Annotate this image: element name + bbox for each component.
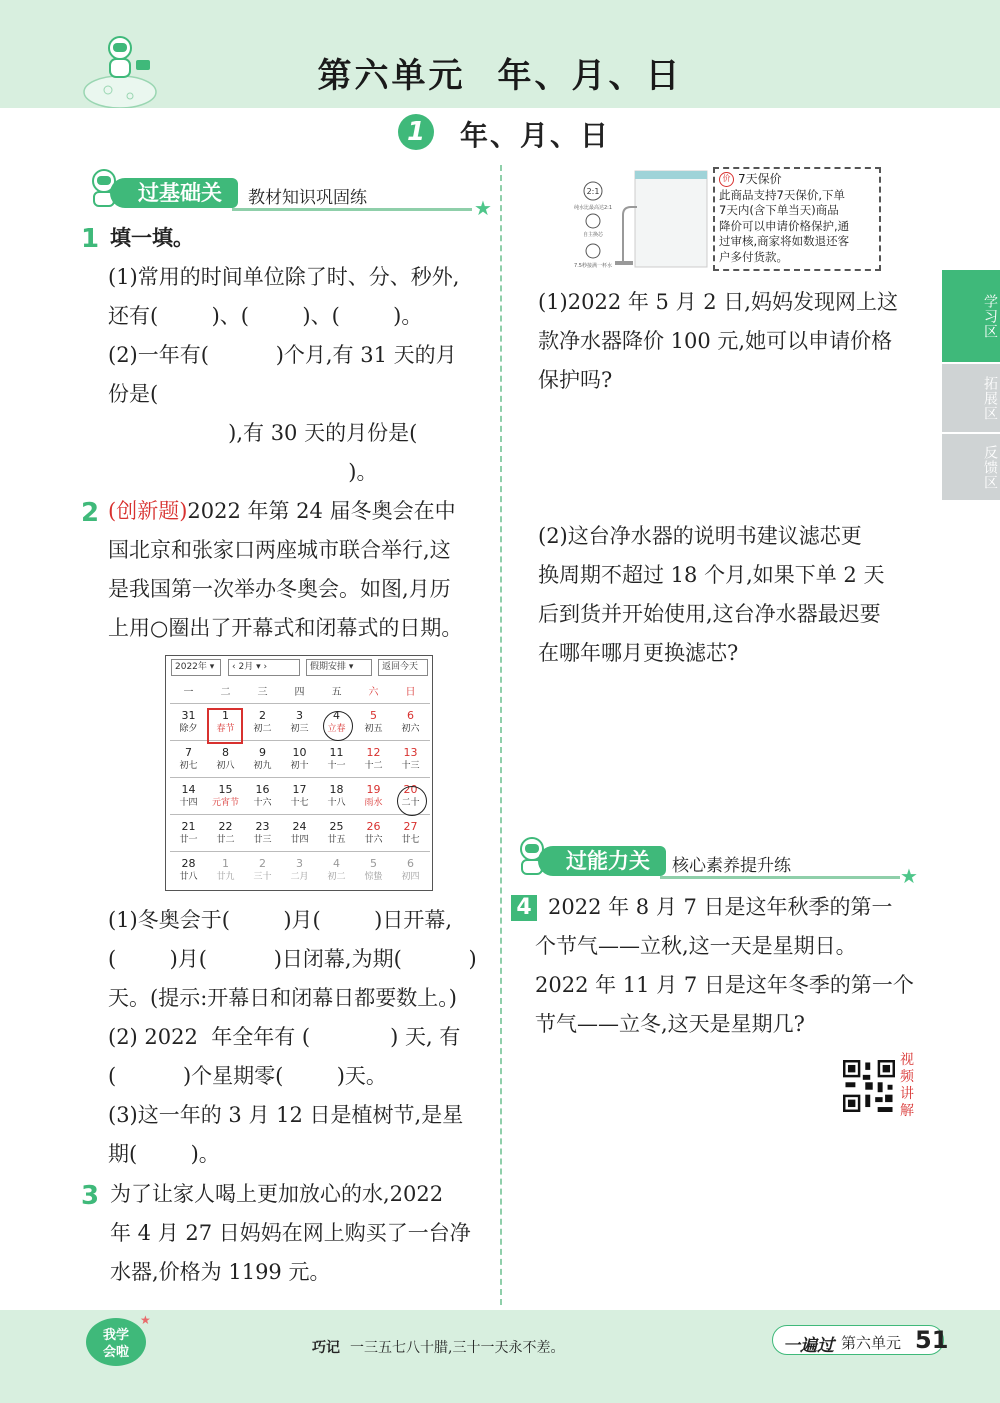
promo-line: 户多付货款。 xyxy=(719,249,788,264)
lunar-label: 元宵节 xyxy=(211,798,239,808)
calendar-day-cell[interactable] xyxy=(207,779,244,816)
unit-title xyxy=(0,48,1000,97)
day-number: 19 xyxy=(366,783,381,796)
promo-title: 7天保价 xyxy=(738,172,782,186)
question-2-number: 2 xyxy=(81,498,100,528)
page-number: 51 xyxy=(915,1326,949,1354)
day-number: 2 xyxy=(259,709,266,722)
day-number: 26 xyxy=(366,820,381,833)
q4-line: 个节气——立秋,这一天是星期日。 xyxy=(535,934,857,958)
lunar-label: 十八 xyxy=(327,798,346,808)
day-number: 5 xyxy=(370,857,377,870)
day-number: 12 xyxy=(366,746,381,759)
lunar-label: 立春 xyxy=(327,724,346,734)
lunar-label: 初七 xyxy=(179,761,198,771)
lunar-label: 初九 xyxy=(253,761,272,771)
ratio-label: 2:1 xyxy=(586,187,600,196)
calendar-day-cell[interactable] xyxy=(355,742,392,779)
calendar-row-divider xyxy=(170,777,430,778)
q3-sub1-line: (1)2022 年 5 月 2 日,妈妈发现网上这 xyxy=(538,290,898,314)
footer-unit-label: 第六单元 xyxy=(841,1334,902,1352)
learned-badge xyxy=(82,1312,152,1368)
q3-line: 为了让家人喝上更加放心的水,2022 xyxy=(110,1182,444,1206)
lunar-label: 初二 xyxy=(253,724,272,734)
q1-line: ),有 30 天的月份是( xyxy=(108,421,418,445)
video-explanation-label: 视频讲解 xyxy=(900,1052,914,1119)
q2-line: 是我国第一次举办冬奥会。如图,月历 xyxy=(108,577,451,601)
q3-sub2-line: 换周期不超过 18 个月,如果下单 2 天 xyxy=(538,563,885,587)
calendar-day-cell[interactable] xyxy=(207,816,244,853)
calendar-day-cell[interactable] xyxy=(170,816,207,853)
calendar-day-cell[interactable] xyxy=(170,853,207,890)
q2-sub-line: ( )月( )日闭幕,为期( ) xyxy=(108,947,477,971)
day-number: 20 xyxy=(403,783,418,796)
lunar-label: 三十 xyxy=(253,872,272,882)
calendar-day-cell[interactable] xyxy=(318,779,355,816)
q3-sub2-line: 后到货并开始使用,这台净水器最迟要 xyxy=(538,602,881,626)
q4-line: 2022 年 11 月 7 日是这年冬季的第一个 xyxy=(535,973,914,997)
lunar-label: 除夕 xyxy=(179,724,198,734)
q2-sub-line: ( )个星期零( )天。 xyxy=(108,1064,387,1088)
calendar-controls xyxy=(166,656,434,680)
calendar-day-cell[interactable] xyxy=(392,816,429,853)
section-ability-subtitle: 核心素养提升练 xyxy=(672,856,791,876)
innovation-tag: (创新题) xyxy=(108,499,188,523)
lunar-label: 廿七 xyxy=(401,835,420,845)
calendar-day-cell[interactable] xyxy=(318,742,355,779)
weekday-label: 一 xyxy=(183,687,194,698)
lunar-label: 十一 xyxy=(327,761,346,771)
day-number: 31 xyxy=(181,709,196,722)
month-select[interactable]: ‹ 2月 ▾ › xyxy=(228,659,300,676)
lunar-label: 十六 xyxy=(253,798,272,808)
lunar-label: 十三 xyxy=(401,761,420,771)
section-basic-header xyxy=(82,175,492,220)
calendar-day-cell[interactable] xyxy=(318,816,355,853)
day-number: 9 xyxy=(259,746,266,759)
day-number: 6 xyxy=(407,857,414,870)
circle-mark xyxy=(323,711,353,741)
calendar-day-cell[interactable] xyxy=(244,853,281,890)
lesson-title: 年、月、日 xyxy=(460,119,611,152)
lunar-label: 初三 xyxy=(290,724,309,734)
filter-caption: 自主换芯 xyxy=(582,232,604,238)
q3-sub2-line: (2)这台净水器的说明书建议滤芯更 xyxy=(538,524,862,548)
lunar-label: 初五 xyxy=(364,724,383,734)
day-number: 3 xyxy=(296,709,303,722)
q2-sub-line: (2) 2022 年全年有 ( ) 天, 有 xyxy=(108,1025,461,1049)
calendar-row-divider xyxy=(170,851,430,852)
q1-line: 还有( )、( )、( )。 xyxy=(108,304,423,328)
section-underline xyxy=(232,208,472,211)
section-basic-label: 过基础关 xyxy=(110,178,238,208)
day-number: 6 xyxy=(407,709,414,722)
calendar-day-cell[interactable] xyxy=(170,742,207,779)
closing-day-mark xyxy=(397,786,427,816)
lunar-label: 初八 xyxy=(216,761,235,771)
day-number: 1 xyxy=(222,709,229,722)
day-number: 4 xyxy=(333,709,340,722)
day-number: 23 xyxy=(255,820,270,833)
calendar-day-cell[interactable] xyxy=(244,816,281,853)
ratio-caption: 纯水比最高达2:1 xyxy=(573,205,613,211)
q2-line: 上用○圈出了开幕式和闭幕式的日期。 xyxy=(108,616,463,640)
section-underline xyxy=(660,876,900,879)
promo-line: 降价可以申请价格保护,通 xyxy=(719,218,850,233)
calendar-day-cell[interactable] xyxy=(244,705,281,742)
q2-sub-line: 天。(提示:开幕日和闭幕日都要数上。) xyxy=(108,986,457,1010)
price-tag-icon: 价 xyxy=(719,172,734,187)
calendar-day-cell[interactable] xyxy=(281,816,318,853)
opening-day-mark xyxy=(207,708,243,744)
weekday-label: 五 xyxy=(331,687,342,698)
day-number: 13 xyxy=(403,746,418,759)
lesson-number-badge: 1 xyxy=(398,114,434,150)
lunar-label: 初四 xyxy=(401,872,420,882)
q2-sub-line: (1)冬奥会于( )月( )日开幕, xyxy=(108,908,452,932)
brand-page-footer xyxy=(772,1325,949,1356)
calendar-day-cell[interactable] xyxy=(170,779,207,816)
calendar-day-cell[interactable] xyxy=(207,853,244,890)
tip-label: 巧记 xyxy=(312,1340,340,1356)
calendar-day-cell[interactable] xyxy=(207,742,244,779)
holiday-select[interactable]: 假期安排 ▾ xyxy=(306,659,372,676)
day-number: 15 xyxy=(218,783,233,796)
lunar-label: 初二 xyxy=(327,872,346,882)
weekday-label: 日 xyxy=(405,687,416,698)
calendar-day-cell[interactable] xyxy=(244,742,281,779)
day-number: 21 xyxy=(181,820,196,833)
lunar-label: 廿二 xyxy=(216,835,235,845)
q1-line: (2)一年有( )个月,有 31 天的月 xyxy=(108,343,457,367)
calendar-day-cell[interactable] xyxy=(170,705,207,742)
calendar-day-cell[interactable] xyxy=(281,705,318,742)
calendar-day-cell[interactable] xyxy=(355,816,392,853)
section-ability-label: 过能力关 xyxy=(538,846,666,876)
lunar-label: 十四 xyxy=(179,798,198,808)
day-number: 24 xyxy=(292,820,307,833)
day-number: 18 xyxy=(329,783,344,796)
promo-line: 过审核,商家将如数退还客 xyxy=(719,234,850,248)
calendar-day-cell[interactable] xyxy=(392,853,429,890)
day-number: 22 xyxy=(218,820,233,833)
q3-line: 水器,价格为 1199 元。 xyxy=(110,1260,331,1284)
lunar-label: 十二 xyxy=(364,761,383,771)
q4-line: 节气——立冬,这天是星期几? xyxy=(535,1012,805,1036)
tab-study-zone[interactable]: 学习区 xyxy=(942,270,1000,362)
question-1-number: 1 xyxy=(81,224,100,254)
lunar-label: 春节 xyxy=(216,724,235,734)
lunar-label: 二月 xyxy=(290,872,309,882)
weekday-label: 二 xyxy=(220,687,231,698)
tip-text: 一三五七八十腊,三十一天永不差。 xyxy=(350,1340,565,1356)
q2-first-line xyxy=(108,492,456,531)
section-basic-subtitle: 教材知识巩固练 xyxy=(248,188,367,208)
q2-first-line-text: 2022 年第 24 届冬奥会在中 xyxy=(187,499,456,523)
q3-line: 年 4 月 27 日妈妈在网上购买了一台净 xyxy=(110,1221,471,1245)
day-number: 11 xyxy=(329,746,344,759)
q2-sub-line: 期( )。 xyxy=(108,1142,220,1166)
badge-text: 会啦 xyxy=(102,1345,130,1360)
day-number: 4 xyxy=(333,857,340,870)
unit-label: 第六单元 xyxy=(317,56,466,96)
calendar-row-divider xyxy=(170,703,430,704)
star-icon: ★ xyxy=(140,1313,151,1327)
lunar-label: 廿五 xyxy=(327,835,346,845)
qr-code-icon[interactable] xyxy=(843,1060,895,1112)
day-number: 28 xyxy=(181,857,196,870)
calendar-day-cell[interactable] xyxy=(281,779,318,816)
day-number: 8 xyxy=(222,746,229,759)
q1-line: 份是( xyxy=(108,382,159,406)
calendar-day-cell[interactable] xyxy=(355,705,392,742)
day-number: 27 xyxy=(403,820,418,833)
today-button[interactable]: 返回今天 xyxy=(378,659,428,676)
lunar-label: 雨水 xyxy=(364,798,383,808)
lunar-label: 初六 xyxy=(401,724,420,734)
q2-line: 国北京和张家口两座城市联合举行,这 xyxy=(108,538,451,562)
day-number: 2 xyxy=(259,857,266,870)
promo-line: 7天内(含下单当天)商品 xyxy=(719,203,839,217)
brand-logo: 一遍过 xyxy=(783,1336,834,1356)
lunar-label: 廿四 xyxy=(290,835,309,845)
calendar-day-cell[interactable] xyxy=(392,742,429,779)
question-3-number: 3 xyxy=(81,1181,100,1211)
day-number: 25 xyxy=(329,820,344,833)
day-number: 1 xyxy=(222,857,229,870)
question-4-number: 4 xyxy=(511,895,537,921)
day-number: 5 xyxy=(370,709,377,722)
promo-line: 此商品支持7天保价,下单 xyxy=(719,187,845,202)
lunar-label: 惊蛰 xyxy=(364,872,383,882)
star-icon: ★ xyxy=(900,864,918,888)
column-divider xyxy=(500,165,502,1305)
calendar-day-cell[interactable] xyxy=(281,742,318,779)
calendar-row-divider xyxy=(170,814,430,815)
weekday-label: 四 xyxy=(294,687,305,698)
calendar-day-cell[interactable] xyxy=(355,779,392,816)
year-select[interactable]: 2022年 ▾ xyxy=(171,659,221,676)
calendar-widget xyxy=(165,655,433,891)
star-icon: ★ xyxy=(474,196,492,220)
q3-sub1-line: 款净水器降价 100 元,她可以申请价格 xyxy=(538,329,893,353)
day-number: 10 xyxy=(292,746,307,759)
calendar-day-cell[interactable] xyxy=(392,705,429,742)
calendar-day-cell[interactable] xyxy=(355,853,392,890)
tab-feedback-zone[interactable]: 反馈区 xyxy=(942,434,1000,500)
q1-line: )。 xyxy=(108,460,378,484)
q3-sub2-line: 在哪年哪月更换滤芯? xyxy=(538,641,739,665)
question-1-title: 填一填。 xyxy=(110,226,194,250)
memory-tip xyxy=(312,1337,564,1357)
q4-line: 2022 年 8 月 7 日是这年秋季的第一 xyxy=(548,895,893,919)
lunar-label: 廿八 xyxy=(179,872,198,882)
unit-name: 年、月、日 xyxy=(497,56,683,96)
calendar-day-cell[interactable] xyxy=(281,853,318,890)
calendar-day-cell[interactable] xyxy=(318,853,355,890)
weekday-label: 三 xyxy=(257,687,268,698)
lunar-label: 廿三 xyxy=(253,835,272,845)
water-purifier-image xyxy=(565,163,715,273)
badge-text: 我学 xyxy=(102,1328,130,1343)
lunar-label: 廿六 xyxy=(364,835,383,845)
lunar-label: 初十 xyxy=(290,761,309,771)
day-number: 16 xyxy=(255,783,270,796)
weekday-header xyxy=(166,683,434,701)
speed-caption: 7.5秒接满一杯水 xyxy=(574,263,612,269)
q3-sub1-line: 保护吗? xyxy=(538,368,613,392)
calendar-day-cell[interactable] xyxy=(244,779,281,816)
lunar-label: 廿九 xyxy=(216,872,235,882)
price-protection-notice xyxy=(713,167,881,271)
lunar-label: 十七 xyxy=(290,798,309,808)
section-ability-header xyxy=(510,843,920,888)
day-number: 17 xyxy=(292,783,307,796)
lunar-label: 二十 xyxy=(401,798,420,808)
tab-extension-zone[interactable]: 拓展区 xyxy=(942,364,1000,432)
weekday-label: 六 xyxy=(368,687,379,698)
day-number: 14 xyxy=(181,783,196,796)
day-number: 7 xyxy=(185,746,192,759)
day-number: 3 xyxy=(296,857,303,870)
lunar-label: 廿一 xyxy=(179,835,198,845)
q2-sub-line: (3)这一年的 3 月 12 日是植树节,是星 xyxy=(108,1103,464,1127)
q1-line: (1)常用的时间单位除了时、分、秒外, xyxy=(108,265,460,289)
